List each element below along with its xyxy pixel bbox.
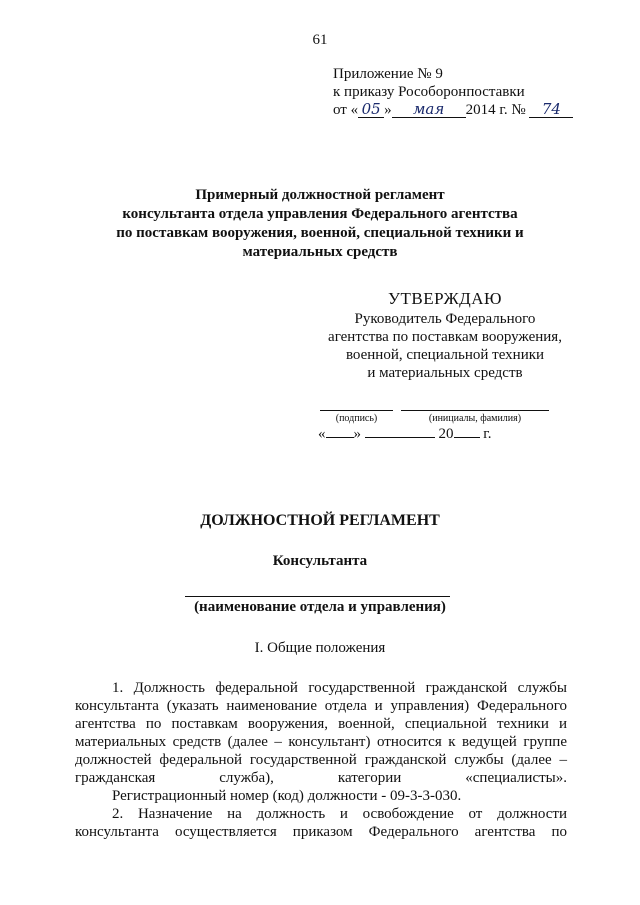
title-line-2: консультанта отдела управления Федерального агентства	[122, 206, 518, 222]
order-number-handwritten: 74	[529, 101, 573, 118]
approval-year-suffix: г.	[483, 426, 492, 442]
date-mid: »	[384, 102, 392, 118]
title-line-4: материальных средств	[242, 244, 398, 260]
date-year: 2014 г. №	[465, 102, 526, 118]
date-day-handwritten: 05	[358, 101, 384, 118]
paragraph-registration: Регистрационный номер (код) должности - 09-3-3-030.	[112, 788, 462, 804]
initials-line	[401, 410, 549, 411]
initials-caption: (инициалы, фамилия)	[428, 413, 522, 424]
signature-line	[320, 410, 393, 411]
title-line-1: Примерный должностной регламент	[195, 187, 445, 203]
approval-month-blank	[365, 437, 435, 438]
appendix-line-2: к приказу Рособоронпоставки	[333, 84, 525, 100]
approval-day-blank	[326, 437, 354, 438]
approval-year-blank	[454, 437, 480, 438]
department-caption: (наименование отдела и управления)	[194, 599, 446, 615]
signature-caption: (подпись)	[335, 413, 378, 424]
approval-year-prefix: 20	[438, 426, 454, 442]
date-prefix: от «	[333, 102, 359, 118]
appendix-date-line	[333, 100, 573, 120]
approval-date-line	[318, 426, 491, 443]
department-line	[185, 596, 450, 597]
section-heading: I. Общие положения	[254, 640, 386, 656]
approval-line-2: агентства по поставкам вооружения,	[328, 329, 562, 345]
approval-date-open: «	[318, 426, 326, 442]
approval-head: УТВЕРЖДАЮ	[387, 289, 503, 308]
approval-line-3: военной, специальной техники	[345, 347, 545, 363]
page-number: 61	[312, 32, 328, 48]
date-month-handwritten: мая	[392, 101, 466, 118]
approval-date-close: »	[353, 426, 361, 442]
appendix-line-1: Приложение № 9	[333, 66, 443, 82]
title-line-3: по поставкам вооружения, военной, специальной техники и	[116, 225, 524, 241]
paragraph-2: 2. Назначение на должность и освобождение от должности консультанта осуществляется приказом Федерального агентства по	[75, 806, 567, 840]
approval-line-1: Руководитель Федерального	[354, 311, 536, 327]
body-text	[75, 679, 567, 841]
position-name: Консультанта	[272, 553, 368, 569]
paragraph-1: 1. Должность федеральной государственной гражданской службы консультанта (указать наименование отдела и управления) Федерального агентства по поставкам вооружения, военной, специальной техники и материальных средств (далее – консультант) относится к ведущей группе должностей федеральной государственной гражданской службы (далее – гражданская служба), категории «специалисты».	[75, 680, 567, 786]
approval-line-4: и материальных средств	[367, 365, 523, 381]
regulation-heading: ДОЛЖНОСТНОЙ РЕГЛАМЕНТ	[200, 512, 440, 529]
